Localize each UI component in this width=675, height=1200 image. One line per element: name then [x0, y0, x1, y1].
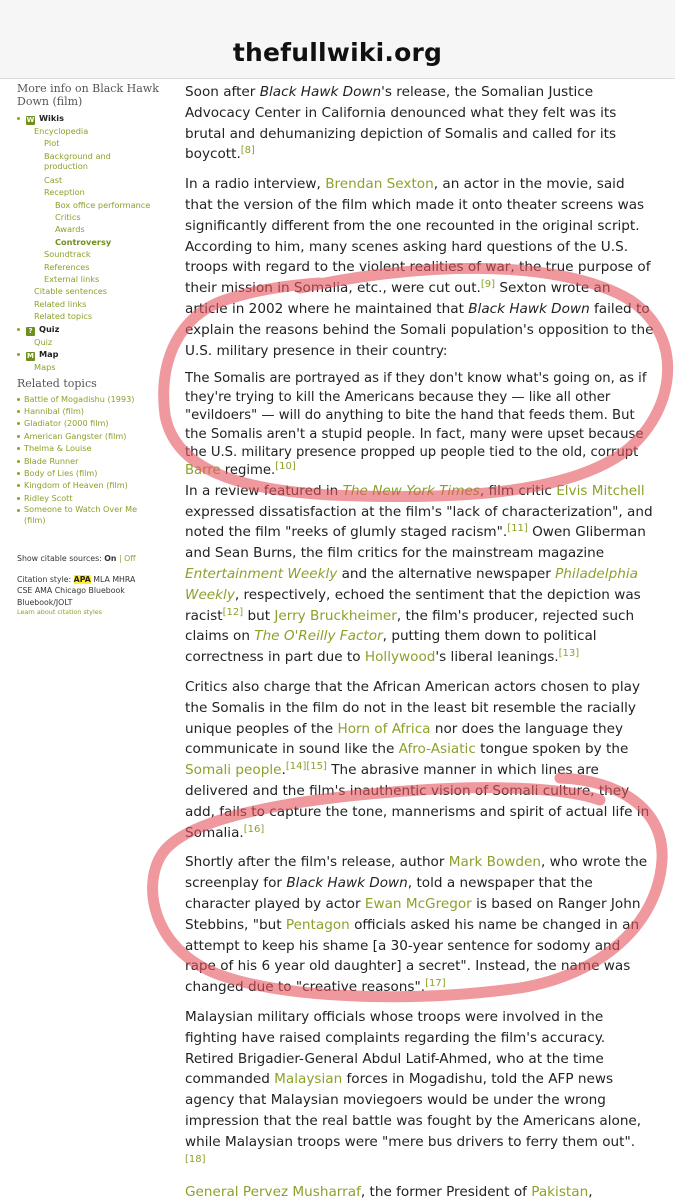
related-topic-link[interactable]: Hannibal (film)	[17, 405, 167, 417]
link-afro-asiatic[interactable]: Afro-Asiatic	[398, 741, 476, 758]
sidebar-item-related-topics[interactable]: Related topics	[34, 311, 93, 322]
paragraph-sexton: In a radio interview, Brendan Sexton, an actor in the movie, said that the version of the film which made it onto theater screens was significantly different from the one recounted in the original script. According to him, many scenes asking hard questions of the U.S. troops with regard to the violent realities of war, the true purpose of their mission in Somalia, etc., were cut out.[9] Sexton wrote an article in 2002 where he maintained that Black Hawk Down failed to explain the reasons behind the Somali population's opposition to the U.S. military presence in their country:	[185, 176, 654, 359]
link-ewan-mcgregor[interactable]: Ewan McGregor	[364, 895, 472, 912]
related-topic-link[interactable]: Battle of Mogadishu (1993)	[17, 393, 167, 405]
link-entertainment-weekly[interactable]: Entertainment Weekly	[185, 565, 338, 582]
sidebar-item-controversy[interactable]: Controversy	[55, 236, 112, 247]
link-horn-of-africa[interactable]: Horn of Africa	[337, 720, 431, 737]
sidebar-item-critics[interactable]: Critics	[55, 212, 81, 223]
link-pakistan[interactable]: Pakistan	[531, 1184, 589, 1200]
link-brendan-sexton[interactable]: Brendan Sexton	[325, 176, 434, 193]
citation-style-ama[interactable]: AMA	[34, 586, 53, 596]
link-pervez-musharraf[interactable]: General Pervez Musharraf	[185, 1184, 361, 1200]
sidebar-item-box-office[interactable]: Box office performance	[55, 199, 151, 210]
citation-style-chicago[interactable]: Chicago	[54, 586, 87, 596]
citation-ref[interactable]: [17]	[425, 978, 446, 990]
citation-style-selector: Citation style: APA MLA MHRA CSE AMA Chicago Bluebook Bluebook/JOLT Learn about citation styles	[17, 574, 147, 618]
related-topic-link[interactable]: Ridley Scott	[17, 492, 167, 504]
link-oreilly-factor[interactable]: The O'Reilly Factor	[254, 628, 383, 645]
citation-style-bluebook[interactable]: Bluebook	[88, 586, 125, 596]
quote-sexton: The Somalis are portrayed as if they don't know what's going on, as if they're trying to kill the Americans because they — like all other "evildoers" — will do anything to bite the hand that feeds them. But the Somalis aren't a stupid people. In fact, many were upset because the U.S. military presence propped up people tied to the old, corrupt Barre regime.[10]	[185, 371, 647, 479]
citation-ref[interactable]: [14]	[285, 761, 307, 773]
wiki-icon: W	[26, 116, 35, 124]
citation-style-cse[interactable]: CSE	[17, 586, 33, 596]
related-topics-heading: Related topics	[17, 376, 97, 390]
citation-style-apa[interactable]: APA	[73, 574, 91, 584]
sidebar-item-maps[interactable]: Maps	[34, 362, 56, 373]
citation-style-mhra[interactable]: MHRA	[112, 574, 136, 584]
sidebar-nav	[17, 112, 167, 374]
article-content	[185, 82, 655, 1200]
link-philadelphia-weekly[interactable]: Philadelphia Weekly	[185, 565, 638, 603]
sidebar-item-citable-sentences[interactable]: Citable sentences	[34, 286, 108, 297]
sidebar-item-reception[interactable]: Reception	[44, 187, 85, 198]
sidebar-item-soundtrack[interactable]: Soundtrack	[44, 249, 91, 260]
link-elvis-mitchell[interactable]: Elvis Mitchell	[556, 482, 645, 499]
citation-ref[interactable]: [16]	[243, 823, 265, 835]
citation-ref[interactable]: [9]	[480, 279, 496, 291]
related-topic-link[interactable]: Gladiator (2000 film)	[17, 417, 167, 429]
sidebar-item-external-links[interactable]: External links	[44, 274, 100, 285]
related-topic-link[interactable]: American Gangster (film)	[17, 430, 167, 442]
related-topic-link[interactable]: Someone to Watch Over Me (film)	[17, 504, 149, 526]
quiz-icon: ?	[26, 327, 35, 336]
site-domain: thefullwiki.org	[232, 38, 443, 67]
citation-ref[interactable]: [11]	[507, 523, 528, 535]
sidebar-item-references[interactable]: References	[44, 261, 90, 272]
page-body	[0, 79, 675, 1200]
link-hollywood[interactable]: Hollywood	[364, 649, 436, 666]
browser-address-bar[interactable]	[0, 0, 675, 79]
related-topic-link[interactable]: Thelma & Louise	[17, 442, 167, 454]
related-topic-link[interactable]: Body of Lies (film)	[17, 467, 167, 479]
citation-style-bluebook-jolt[interactable]: Bluebook/JOLT	[17, 597, 73, 607]
paragraph-bowden: Shortly after the film's release, author Mark Bowden, who wrote the screenplay for Black Hawk Down, told a newspaper that the character played by actor Ewan McGregor is based on Ranger John Stebbins, "but Pentagon officials asked his name be changed in an attempt to keep his shame [a 30-year sentence for sodomy and rape of his 6 year old daughter] a secret". Instead, the name was changed due to "creative reasons".[17]	[185, 854, 648, 996]
sidebar-item-background[interactable]: Background and production	[44, 150, 111, 172]
paragraph-musharraf: General Pervez Musharraf, the former President of Pakistan,	[185, 1184, 593, 1200]
citable-on-option[interactable]: On	[104, 554, 117, 564]
citation-ref[interactable]: [18]	[185, 1153, 206, 1165]
sidebar-item-encyclopedia[interactable]: Encyclopedia	[34, 126, 89, 136]
sidebar-item-related-links[interactable]: Related links	[34, 298, 87, 309]
link-mark-bowden[interactable]: Mark Bowden	[448, 854, 542, 871]
citation-ref[interactable]: [12]	[222, 606, 244, 618]
sidebar-item-map[interactable]: M Map	[17, 348, 167, 361]
link-new-york-times[interactable]: The New York Times	[342, 482, 480, 499]
sidebar-item-wikis[interactable]: W Wikis	[17, 112, 167, 125]
sidebar-item-quiz-sub[interactable]: Quiz	[34, 336, 53, 347]
related-topics-list	[17, 393, 167, 527]
sidebar	[17, 82, 167, 617]
sidebar-item-awards[interactable]: Awards	[55, 224, 85, 235]
paragraph-critics: In a review featured in The New York Times, film critic Elvis Mitchell expressed dissatisfaction at the film's "lack of characterization", and noted the film "reeks of glumly staged racism".[11] Owen Gliberman and Sean Burns, the film critics for the mainstream magazine Entertainment Weekly and the alternative newspaper Philadelphia Weekly, respectively, echoed the sentiment that the depiction was racist[12] but Jerry Bruckheimer, the film's producer, rejected such claims on The O'Reilly Factor, putting them down to political correctness in part due to Hollywood's liberal leanings.[13]	[185, 482, 653, 666]
citation-ref[interactable]: [10]	[275, 461, 296, 473]
map-icon: M	[27, 352, 34, 361]
learn-citation-styles-link[interactable]: Learn about citation styles	[17, 608, 103, 617]
paragraph-casting: Critics also charge that the African American actors chosen to play the Somalis in the film do not in the least bit resemble the racially unique peoples of the Horn of Africa nor does the language they communicate in sound like the Afro-Asiatic tongue spoken by the Somali people.[14][15] The abrasive manner in which lines are delivered and the film's inauthentic vision of Somali culture, they add, fails to capture the tone, mannerisms and spirit of actual life in Somalia.[16]	[185, 678, 650, 841]
citation-ref[interactable]: [15]	[306, 761, 327, 773]
citation-style-mla[interactable]: MLA	[93, 574, 110, 584]
related-topic-link[interactable]: Kingdom of Heaven (film)	[17, 479, 167, 491]
citable-off-option[interactable]: Off	[124, 554, 136, 564]
paragraph-malaysia: Malaysian military officials whose troops were involved in the fighting have raised complaints regarding the film's accuracy. Retired Brigadier-General Abdul Latif-Ahmed, who at the time commanded Malaysian forces in Mogadishu, told the AFP news agency that Malaysian moviegoers would be under the wrong impression that the real battle was fought by the Americans alone, while Malaysian troops were "mere bus drivers to ferry them out".[18]	[185, 1008, 642, 1165]
link-somali-people[interactable]: Somali people	[185, 762, 282, 779]
paragraph-boycott: Soon after Black Hawk Down's release, the Somalian Justice Advocacy Center in California denounced what they felt was its brutal and dehumanizing depiction of Somalis and called for its boycott.[8]	[185, 84, 617, 163]
sidebar-item-plot[interactable]: Plot	[44, 138, 60, 149]
link-malaysian[interactable]: Malaysian	[274, 1071, 343, 1088]
citable-sources-toggle: Show citable sources: On | Off	[17, 554, 136, 564]
sidebar-item-cast[interactable]: Cast	[44, 174, 63, 185]
sidebar-heading: More info on Black Hawk Down (film)	[17, 82, 159, 108]
link-barre[interactable]: Barre	[185, 463, 221, 479]
citation-ref[interactable]: [8]	[240, 145, 255, 157]
link-pentagon[interactable]: Pentagon	[285, 916, 350, 933]
citation-ref[interactable]: [13]	[558, 648, 580, 660]
link-jerry-bruckheimer[interactable]: Jerry Bruckheimer	[274, 607, 397, 624]
related-topic-link[interactable]: Blade Runner	[17, 455, 167, 467]
sidebar-item-quiz[interactable]: ? Quiz	[17, 323, 167, 336]
